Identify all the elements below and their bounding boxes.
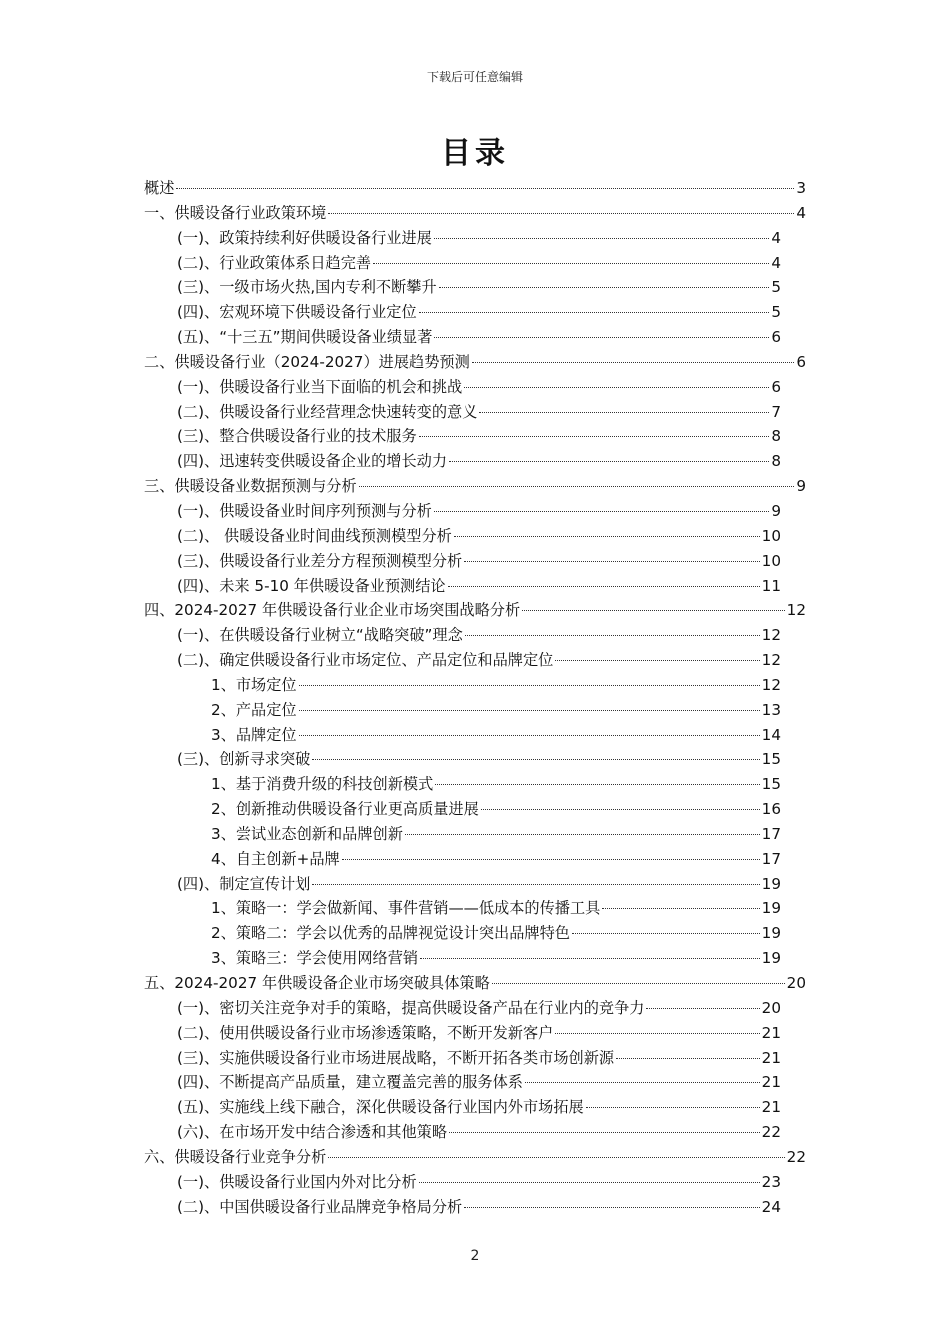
toc-entry-title: 2、创新推动供暖设备行业更高质量进展 [211, 800, 479, 819]
toc-entry-page: 20 [786, 974, 806, 992]
toc-entry[interactable] [144, 921, 806, 946]
toc-entry[interactable] [144, 325, 806, 350]
toc-entry[interactable] [144, 723, 806, 748]
toc-entry-title: (一)、在供暖设备行业树立“战略突破”理念 [177, 626, 463, 645]
toc-entry-page: 9 [796, 477, 806, 496]
toc-entry-title: 4、自主创新+品牌 [211, 849, 340, 868]
toc-entry[interactable] [144, 673, 806, 698]
toc-entry[interactable] [144, 1145, 806, 1170]
dot-leader [373, 263, 769, 264]
toc-entry-title: 四、2024-2027 年供暖设备行业企业市场突围战略分析 [144, 601, 521, 620]
dot-leader [586, 1107, 760, 1108]
dot-leader [342, 859, 760, 860]
toc-entry-title: 概述 [144, 179, 175, 197]
toc-entry-title: (四)、制定宣传计划 [177, 874, 311, 893]
toc-entry-page: 5 [771, 278, 781, 297]
toc-entry-page: 21 [761, 1048, 781, 1067]
toc-entry-page: 4 [771, 228, 781, 247]
toc-entry-page: 12 [761, 675, 781, 694]
toc-entry[interactable] [144, 847, 806, 872]
toc-entry-page: 15 [761, 775, 781, 794]
toc-entry-page: 5 [771, 303, 781, 322]
toc-entry[interactable] [144, 524, 806, 549]
dot-leader [464, 387, 769, 388]
dot-leader [492, 983, 785, 984]
dot-leader [454, 536, 760, 537]
page-title: 目录 [441, 136, 509, 171]
toc-entry[interactable] [144, 772, 806, 797]
toc-entry[interactable] [144, 996, 806, 1021]
toc-entry[interactable] [144, 275, 806, 300]
dot-leader [434, 511, 769, 512]
toc-entry-page: 23 [761, 1172, 781, 1191]
dot-leader [420, 958, 760, 959]
dot-leader [602, 908, 759, 909]
dot-leader [555, 660, 759, 661]
dot-leader [449, 1132, 760, 1133]
toc-entry-page: 12 [761, 651, 781, 670]
toc-entry-page: 21 [761, 1023, 781, 1042]
toc-entry-page: 19 [761, 949, 781, 968]
toc-entry-page: 6 [771, 328, 781, 347]
dot-leader [449, 461, 769, 462]
toc-entry-title: (五)、实施线上线下融合，深化供暖设备行业国内外市场拓展 [177, 1098, 584, 1117]
toc-entry-title: (一)、密切关注竞争对手的策略，提高供暖设备产品在行业内的竞争力 [177, 998, 645, 1017]
toc-entry-title: (三)、整合供暖设备行业的技术服务 [177, 427, 417, 446]
toc-entry[interactable] [144, 1046, 806, 1071]
toc-entry[interactable] [144, 747, 806, 772]
toc-entry[interactable] [144, 896, 806, 921]
dot-leader [176, 188, 794, 189]
dot-leader [464, 561, 759, 562]
toc-entry-title: (三)、创新寻求突破 [177, 750, 311, 769]
toc-entry-page: 11 [761, 576, 781, 595]
toc-entry-title: 3、尝试业态创新和品牌创新 [211, 824, 403, 843]
toc-entry-title: (四)、宏观环境下供暖设备行业定位 [177, 303, 417, 322]
toc-entry[interactable] [144, 1170, 806, 1195]
toc-entry[interactable] [144, 797, 806, 822]
dot-leader [299, 735, 760, 736]
toc-entry-title: 3、品牌定位 [211, 725, 297, 744]
dot-leader [299, 710, 760, 711]
toc-entry[interactable] [144, 1095, 806, 1120]
toc-entry-page: 20 [761, 998, 781, 1017]
toc-entry[interactable] [144, 598, 806, 623]
toc-entry-title: 六、供暖设备行业竞争分析 [144, 1147, 327, 1166]
toc-entry-page: 7 [771, 402, 781, 421]
toc-entry-page: 21 [761, 1098, 781, 1117]
toc-entry-page: 8 [771, 452, 781, 471]
toc-entry-title: (二)、使用供暖设备行业市场渗透策略，不断开发新客户 [177, 1023, 554, 1042]
toc-entry-page: 4 [796, 203, 806, 222]
toc-entry-page: 12 [786, 601, 806, 620]
toc-entry[interactable] [144, 872, 806, 897]
toc-entry-page: 6 [796, 352, 806, 371]
toc-entry-title: (五)、“十三五”期间供暖设备业绩显著 [177, 328, 433, 347]
toc-entry[interactable] [144, 1021, 806, 1046]
dot-leader [434, 238, 769, 239]
toc-entry-page: 6 [771, 377, 781, 396]
dot-leader [472, 362, 795, 363]
dot-leader [525, 1082, 760, 1083]
toc-entry[interactable] [144, 549, 806, 574]
dot-leader [572, 933, 760, 934]
toc-entry-title: 2、产品定位 [211, 700, 297, 719]
toc-entry-page: 14 [761, 725, 781, 744]
toc-entry-page: 16 [761, 800, 781, 819]
toc-entry-page: 21 [761, 1073, 781, 1092]
toc-entry-page: 17 [761, 824, 781, 843]
toc-entry-title: (一)、政策持续利好供暖设备行业进展 [177, 228, 432, 247]
toc-entry-title: (二)、行业政策体系日趋完善 [177, 253, 372, 272]
toc-entry[interactable] [144, 946, 806, 971]
toc-entry-title: 五、2024-2027 年供暖设备企业市场突破具体策略 [144, 974, 490, 992]
toc-entry-title: (二)、确定供暖设备行业市场定位、产品定位和品牌定位 [177, 651, 554, 670]
toc-entry-title: (四)、未来 5-10 年供暖设备业预测结论 [177, 576, 446, 595]
toc-entry-page: 8 [771, 427, 781, 446]
toc-entry-title: 1、市场定位 [211, 675, 297, 694]
toc-entry[interactable] [144, 375, 806, 400]
dot-leader [359, 486, 795, 487]
dot-leader [435, 784, 759, 785]
toc-entry-title: 3、策略三：学会使用网络营销 [211, 949, 419, 968]
dot-leader [522, 610, 784, 611]
dot-leader [405, 834, 760, 835]
toc-entry[interactable] [144, 300, 806, 325]
toc-entry-title: 1、基于消费升级的科技创新模式 [211, 775, 434, 794]
toc-entry-title: 二、供暖设备行业（2024-2027）进展趋势预测 [144, 352, 470, 371]
dot-leader [616, 1058, 760, 1059]
toc-entry[interactable] [144, 176, 806, 201]
toc-entry[interactable] [144, 474, 806, 499]
dot-leader [299, 685, 760, 686]
toc-entry-title: (一)、供暖设备行业当下面临的机会和挑战 [177, 377, 463, 396]
dot-leader [434, 337, 769, 338]
toc-entry-title: (三)、实施供暖设备行业市场进展战略，不断开拓各类市场创新源 [177, 1048, 615, 1067]
dot-leader [419, 436, 770, 437]
dot-leader [465, 635, 760, 636]
page-number: 2 [470, 1248, 480, 1264]
dot-leader [555, 1033, 759, 1034]
toc-entry-page: 24 [761, 1197, 781, 1216]
toc-entry[interactable] [144, 449, 806, 474]
toc-entry-page: 12 [761, 626, 781, 645]
dot-leader [312, 884, 759, 885]
dot-leader [439, 287, 770, 288]
dot-leader [312, 759, 759, 760]
toc-entry-title: 1、策略一：学会做新闻、事件营销——低成本的传播工具 [211, 899, 601, 918]
toc-entry-page: 3 [796, 179, 806, 197]
toc-entry[interactable] [144, 499, 806, 524]
toc-entry[interactable] [144, 574, 806, 599]
toc-entry-title: (二)、 供暖设备业时间曲线预测模型分析 [177, 526, 452, 545]
toc-entry[interactable] [144, 822, 806, 847]
dot-leader [464, 1207, 759, 1208]
toc-entry-title: (一)、供暖设备行业国内外对比分析 [177, 1172, 417, 1191]
toc-entry-title: 一、供暖设备行业政策环境 [144, 203, 327, 222]
toc-entry[interactable] [144, 623, 806, 648]
toc-entry[interactable] [144, 698, 806, 723]
toc-entry-title: (三)、供暖设备行业差分方程预测模型分析 [177, 551, 463, 570]
toc-entry-page: 17 [761, 849, 781, 868]
header-note: 下载后可任意编辑 [426, 70, 523, 84]
toc-entry[interactable] [144, 251, 806, 276]
toc-entry[interactable] [144, 201, 806, 226]
dot-leader [481, 809, 760, 810]
toc-entry[interactable] [144, 1070, 806, 1095]
toc-entry-page: 13 [761, 700, 781, 719]
toc-entry-title: 2、策略二：学会以优秀的品牌视觉设计突出品牌特色 [211, 924, 570, 943]
toc-entry-page: 10 [761, 526, 781, 545]
dot-leader [646, 1008, 759, 1009]
toc-entry-page: 19 [761, 899, 781, 918]
toc-entry[interactable] [144, 424, 806, 449]
toc-entry-title: (四)、迅速转变供暖设备企业的增长动力 [177, 452, 448, 471]
toc-entry-title: 三、供暖设备业数据预测与分析 [144, 477, 357, 496]
dot-leader [479, 412, 769, 413]
toc-entry-page: 19 [761, 924, 781, 943]
toc-entry-page: 9 [771, 501, 781, 520]
dot-leader [328, 213, 794, 214]
toc-entry-page: 22 [761, 1123, 781, 1142]
toc-entry-page: 22 [786, 1147, 806, 1166]
dot-leader [419, 312, 770, 313]
dot-leader [328, 1157, 784, 1158]
table-of-contents [144, 176, 806, 1219]
toc-entry-title: (三)、一级市场火热,国内专利不断攀升 [177, 278, 437, 297]
toc-entry-page: 4 [771, 253, 781, 272]
dot-leader [419, 1182, 760, 1183]
toc-entry[interactable] [144, 400, 806, 425]
toc-entry[interactable] [144, 1120, 806, 1145]
toc-entry-title: (六)、在市场开发中结合渗透和其他策略 [177, 1123, 448, 1142]
toc-entry-title: (二)、供暖设备行业经营理念快速转变的意义 [177, 402, 478, 421]
toc-entry-title: (一)、供暖设备业时间序列预测与分析 [177, 501, 432, 520]
toc-entry[interactable] [144, 1195, 806, 1220]
toc-entry-page: 15 [761, 750, 781, 769]
toc-entry[interactable] [144, 226, 806, 251]
dot-leader [448, 586, 760, 587]
toc-entry-title: (二)、中国供暖设备行业品牌竞争格局分析 [177, 1197, 463, 1216]
toc-entry[interactable] [144, 648, 806, 673]
toc-entry-page: 19 [761, 874, 781, 893]
toc-entry-title: (四)、不断提高产品质量，建立覆盖完善的服务体系 [177, 1073, 523, 1092]
toc-entry-page: 10 [761, 551, 781, 570]
toc-entry[interactable] [144, 350, 806, 375]
toc-entry[interactable] [144, 971, 806, 996]
